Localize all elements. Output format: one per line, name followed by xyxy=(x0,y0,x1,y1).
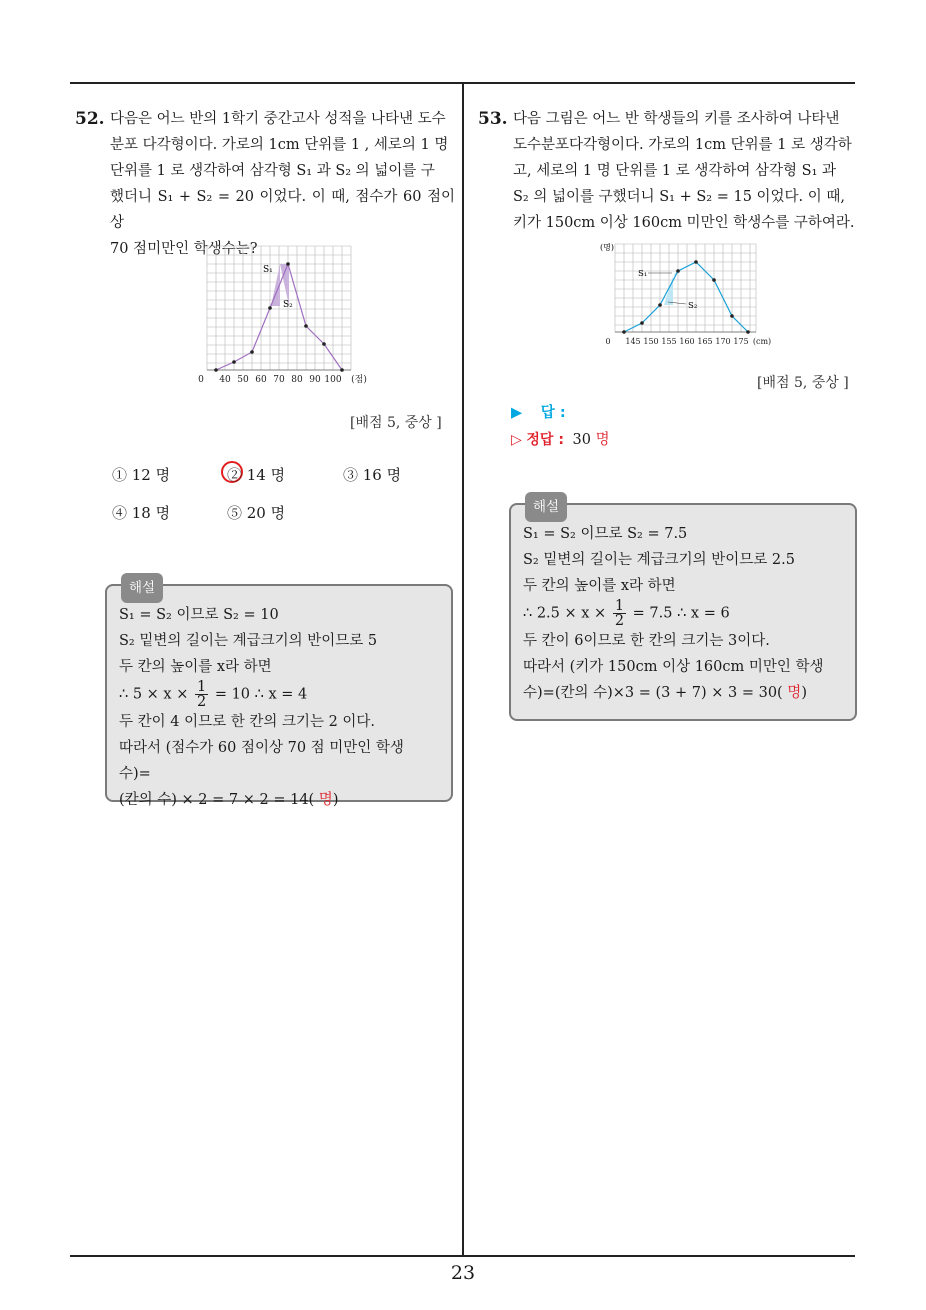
q52-points: [배점 5, 중상 ] xyxy=(350,415,442,431)
question-line: 분포 다각형이다. 가로의 1cm 단위를 1 , 세로의 1 명 xyxy=(110,137,449,153)
question-number: 52. xyxy=(75,109,105,129)
question-text xyxy=(110,106,455,262)
x-tick: 155 xyxy=(661,337,677,346)
solution-tag: 해설 xyxy=(525,492,567,522)
x-tick: 60 xyxy=(255,375,267,385)
data-point xyxy=(730,314,734,318)
data-point xyxy=(304,324,308,328)
data-point xyxy=(250,350,254,354)
x-tick: 0 xyxy=(198,375,204,385)
question-number: 53. xyxy=(478,109,508,129)
x-tick-labels xyxy=(198,373,367,385)
x-tick: 150 xyxy=(643,337,659,346)
correct-answer-row xyxy=(511,428,610,449)
question-52 xyxy=(75,106,455,262)
solution-fragment: = 7.5 ∴ x = 6 xyxy=(632,605,730,622)
x-tick: 160 xyxy=(679,337,695,346)
x-tick: 70 xyxy=(273,375,285,385)
column-divider xyxy=(462,82,464,1257)
fraction-numerator: 1 xyxy=(196,679,207,695)
solution-line: 따라서 (점수가 60 점이상 70 점 미만인 학생 수)= xyxy=(119,740,404,782)
answer-row xyxy=(511,401,710,422)
data-point xyxy=(694,260,698,264)
solution-fragment: (칸의 수) × 2 = 7 × 2 = 14( xyxy=(119,792,315,808)
solution-line: 따라서 (키가 150cm 이상 160cm 미만인 학생 xyxy=(523,659,824,675)
solution-line-fraction xyxy=(523,599,843,628)
solution-fragment: ∴ 5 × x × xyxy=(119,686,189,703)
solution-line: S₂ 밑변의 길이는 계급크기의 반이므로 2.5 xyxy=(523,552,795,568)
data-point xyxy=(658,303,662,307)
x-tick: 50 xyxy=(237,375,249,385)
choice-5[interactable]: ⑤ 20 명 xyxy=(227,504,286,522)
x-tick: 0 xyxy=(605,337,611,346)
question-text xyxy=(513,106,858,236)
y-unit: (명) xyxy=(600,243,614,252)
x-tick: 40 xyxy=(219,375,231,385)
q53-frequency-polygon xyxy=(600,240,775,350)
solution-fragment: = 10 ∴ x = 4 xyxy=(214,686,308,703)
solution-line: 두 칸이 6이므로 한 칸의 크기는 3이다. xyxy=(523,633,770,649)
solution-fragment: ) xyxy=(332,792,339,808)
x-tick: 145 xyxy=(625,337,641,346)
data-point xyxy=(214,368,218,372)
data-point xyxy=(622,330,626,334)
solution-line-fraction xyxy=(119,680,439,709)
x-tick-labels xyxy=(605,337,771,346)
solution-line xyxy=(119,787,439,813)
answer-label: 답 : xyxy=(540,405,566,421)
x-unit: (cm) xyxy=(752,337,772,346)
data-point xyxy=(232,360,236,364)
data-point xyxy=(340,368,344,372)
solution-line: 두 칸의 높이를 x라 하면 xyxy=(523,578,676,594)
x-tick: 175 xyxy=(733,337,749,346)
solution-tag: 해설 xyxy=(121,573,163,603)
play-icon: ▶ xyxy=(511,405,523,421)
solution-line xyxy=(523,680,843,706)
solution-fragment: ) xyxy=(801,685,807,701)
data-point xyxy=(676,269,680,273)
s1-label: S₁ xyxy=(263,265,273,275)
choice-1[interactable]: ① 12 명 xyxy=(112,466,171,484)
question-line: S₂ 의 넓이를 구했더니 S₁ + S₂ = 15 이었다. 이 때, xyxy=(513,189,845,205)
data-point xyxy=(640,321,644,325)
solution-fragment: ∴ 2.5 × x × xyxy=(523,605,607,622)
data-point xyxy=(322,342,326,346)
data-point xyxy=(746,330,750,334)
data-point xyxy=(268,306,272,310)
s1-label: S₁ xyxy=(638,269,648,279)
x-tick: 165 xyxy=(697,337,713,346)
question-line: 키가 150cm 이상 160cm 미만인 학생수를 구하여라. xyxy=(513,215,855,231)
correct-unit: 명 xyxy=(590,432,610,448)
fraction-denominator: 2 xyxy=(196,694,207,710)
solution-unit: 명 xyxy=(782,685,802,701)
s2-triangle xyxy=(664,276,673,305)
choice-4[interactable]: ④ 18 명 xyxy=(112,504,171,522)
q53-points: [배점 5, 중상 ] xyxy=(757,375,849,391)
solution-line: 두 칸이 4 이므로 한 칸의 크기는 2 이다. xyxy=(119,714,376,730)
data-point xyxy=(712,278,716,282)
data-point xyxy=(286,262,290,266)
solution-unit: 명 xyxy=(314,792,333,808)
fraction xyxy=(613,599,626,628)
s2-label: S₂ xyxy=(688,301,698,311)
page-number: 23 xyxy=(450,1262,476,1284)
question-line: 도수분포다각형이다. 가로의 1cm 단위를 1 로 생각하 xyxy=(513,137,852,153)
x-unit: (점) xyxy=(351,375,367,385)
choice-2[interactable]: ② 14 명 xyxy=(227,466,286,484)
x-tick: 100 xyxy=(324,375,342,385)
q52-solution-box xyxy=(105,580,453,808)
fraction-numerator: 1 xyxy=(614,598,625,614)
solution-fragment: 수)=(칸의 수)×3 = (3 + 7) × 3 = 30( xyxy=(523,685,783,701)
x-tick: 90 xyxy=(309,375,321,385)
correct-label: 정답 : xyxy=(526,432,564,448)
solution-line: S₂ 밑변의 길이는 계급크기의 반이므로 5 xyxy=(119,633,378,649)
fraction-denominator: 2 xyxy=(614,613,625,629)
x-tick: 170 xyxy=(715,337,731,346)
question-line: 고, 세로의 1 명 단위를 1 로 생각하여 삼각형 S₁ 과 xyxy=(513,163,837,179)
choice-3[interactable]: ③ 16 명 xyxy=(343,466,402,484)
bottom-rule xyxy=(70,1255,855,1257)
solution-line: S₁ = S₂ 이므로 S₂ = 7.5 xyxy=(523,526,688,542)
question-line: 70 점미만인 학생수는? xyxy=(110,241,258,257)
fraction xyxy=(195,680,208,709)
outline-play-icon: ▷ xyxy=(511,432,522,448)
solution-line: 두 칸의 높이를 x라 하면 xyxy=(119,659,272,675)
question-line: 다음 그림은 어느 반 학생들의 키를 조사하여 나타낸 xyxy=(513,111,840,127)
q53-solution-box xyxy=(509,499,857,721)
question-53 xyxy=(478,106,858,236)
question-line: 다음은 어느 반의 1학기 중간고사 성적을 나타낸 도수 xyxy=(110,111,446,127)
s2-label: S₂ xyxy=(283,300,293,310)
correct-value: 30 xyxy=(572,432,591,448)
solution-line: S₁ = S₂ 이므로 S₂ = 10 xyxy=(119,607,279,623)
question-line: 했더니 S₁ + S₂ = 20 이었다. 이 때, 점수가 60 점이상 xyxy=(110,189,455,231)
q52-frequency-polygon xyxy=(195,244,375,390)
x-tick: 80 xyxy=(291,375,303,385)
question-line: 단위를 1 로 생각하여 삼각형 S₁ 과 S₂ 의 넓이를 구 xyxy=(110,163,435,179)
